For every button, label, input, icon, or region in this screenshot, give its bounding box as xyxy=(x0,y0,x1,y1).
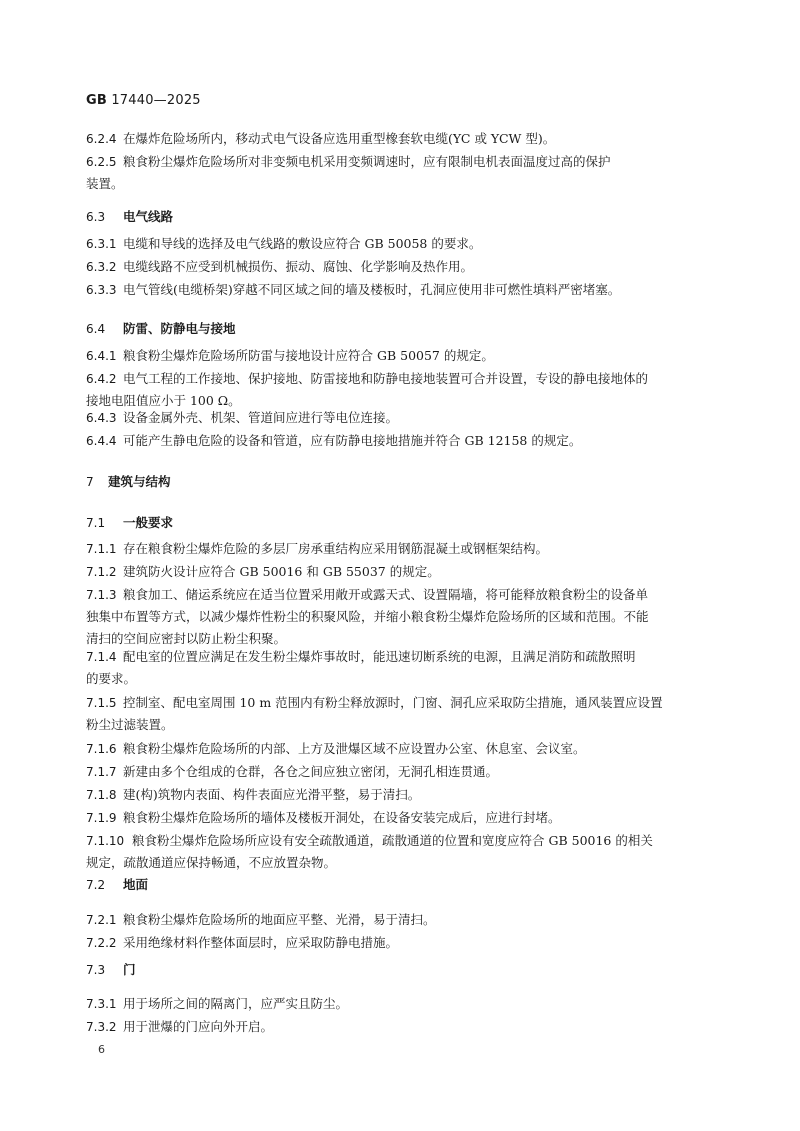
heading-text: 地面 xyxy=(123,877,149,892)
clause-line xyxy=(86,236,481,252)
clause-line xyxy=(86,741,586,757)
clause-number: 7.2.2 xyxy=(86,936,117,950)
clause-text: 粮食加工、储运系统应在适当位置采用敞开或露天式、设置隔墙，将可能释放粮食粉尘的设备单 xyxy=(123,587,649,602)
clause-number: 7.1 xyxy=(86,516,106,530)
clause-number: 7 xyxy=(86,475,94,489)
clause-line xyxy=(86,787,420,803)
clause-text: 新建由多个仓组成的仓群，各仓之间应独立密闭，无洞孔相连贯通。 xyxy=(123,764,499,779)
clause-continuation: 装置。 xyxy=(86,176,124,191)
standard-code-header xyxy=(86,93,201,108)
clause-text: 电气管线(电缆桥架)穿越不同区域之间的墙及楼板时，孔洞应使用非可燃性填料严密堵塞。 xyxy=(123,282,621,297)
clause-number: 7.3 xyxy=(86,963,106,977)
clause-number: 6.4.3 xyxy=(86,411,117,425)
clause-line xyxy=(86,282,620,298)
clause-line xyxy=(86,935,398,951)
clause-text: 在爆炸危险场所内，移动式电气设备应选用重型橡套软电缆(YC 或 YCW 型)。 xyxy=(123,131,556,146)
clause-number: 7.1.10 xyxy=(86,834,125,848)
clause-line xyxy=(86,433,581,449)
clause-text: 配电室的位置应满足在发生粉尘爆炸事故时，能迅速切断系统的电源，且满足消防和疏散照明 xyxy=(123,649,636,664)
clause-line xyxy=(86,649,636,665)
clause-continuation: 粉尘过滤装置。 xyxy=(86,717,174,732)
heading-text: 一般要求 xyxy=(123,515,174,530)
heading-text: 建筑与结构 xyxy=(108,474,171,489)
standard-prefix: GB xyxy=(86,93,107,108)
clause-line xyxy=(86,259,473,275)
clause-continuation: 清扫的空间应密封以防止粉尘积聚。 xyxy=(86,631,287,646)
clause-line xyxy=(86,587,648,603)
clause-number: 7.2.1 xyxy=(86,913,117,927)
clause-continuation: 规定，疏散通道应保持畅通，不应放置杂物。 xyxy=(86,855,337,870)
clause-line xyxy=(86,564,440,580)
clause-number: 7.1.1 xyxy=(86,542,117,556)
standard-number: 17440—2025 xyxy=(111,93,201,108)
clause-text: 可能产生静电危险的设备和管道，应有防静电接地措施并符合 GB 12158 的规定。 xyxy=(123,433,582,448)
section-heading xyxy=(86,962,136,978)
clause-text: 粮食粉尘爆炸危险场所的地面应平整、光滑，易于清扫。 xyxy=(123,912,436,927)
clause-number: 7.2 xyxy=(86,878,106,892)
clause-line xyxy=(86,695,663,711)
clause-number: 6.3.1 xyxy=(86,237,117,251)
clause-line xyxy=(86,131,555,147)
clause-text: 采用绝缘材料作整体面层时，应采取防静电措施。 xyxy=(123,935,399,950)
clause-line xyxy=(86,541,548,557)
clause-number: 7.1.7 xyxy=(86,765,117,779)
clause-text: 粮食粉尘爆炸危险场所对非变频电机采用变频调速时，应有限制电机表面温度过高的保护 xyxy=(123,154,611,169)
clause-text: 控制室、配电室周围 10 m 范围内有粉尘释放源时，门窗、洞孔应采取防尘措施，通风装置应设置 xyxy=(123,695,663,710)
clause-number: 6.4.2 xyxy=(86,372,117,386)
clause-number: 7.1.2 xyxy=(86,565,117,579)
section-heading xyxy=(86,321,236,337)
clause-continuation: 的要求。 xyxy=(86,671,137,686)
clause-text: 电气工程的工作接地、保护接地、防雷接地和防静电接地装置可合并设置，专设的静电接地体的 xyxy=(123,371,649,386)
section-heading xyxy=(86,209,173,225)
clause-line xyxy=(86,912,436,928)
section-heading xyxy=(86,877,148,893)
clause-text: 建(构)筑物内表面、构件表面应光滑平整，易于清扫。 xyxy=(123,787,421,802)
clause-number: 7.1.6 xyxy=(86,742,117,756)
clause-number: 7.3.2 xyxy=(86,1020,117,1034)
clause-text: 建筑防火设计应符合 GB 50016 和 GB 55037 的规定。 xyxy=(123,564,440,579)
clause-text: 粮食粉尘爆炸危险场所的墙体及楼板开洞处，在设备安装完成后，应进行封堵。 xyxy=(123,810,561,825)
clause-text: 粮食粉尘爆炸危险场所的内部、上方及泄爆区域不应设置办公室、休息室、会议室。 xyxy=(123,741,586,756)
clause-number: 6.2.4 xyxy=(86,132,117,146)
clause-number: 7.1.4 xyxy=(86,650,117,664)
clause-text: 设备金属外壳、机架、管道间应进行等电位连接。 xyxy=(123,410,399,425)
clause-line xyxy=(86,410,398,426)
clause-line xyxy=(86,348,494,364)
clause-number: 6.3.3 xyxy=(86,283,117,297)
clause-text: 电缆线路不应受到机械损伤、振动、腐蚀、化学影响及热作用。 xyxy=(123,259,474,274)
clause-line xyxy=(86,833,653,849)
clause-number: 6.4.1 xyxy=(86,349,117,363)
clause-number: 6.4.4 xyxy=(86,434,117,448)
clause-line xyxy=(86,154,611,170)
page-number: 6 xyxy=(98,1043,105,1056)
clause-number: 7.1.3 xyxy=(86,588,117,602)
clause-number: 7.1.9 xyxy=(86,811,117,825)
clause-number: 6.3 xyxy=(86,210,106,224)
chapter-heading xyxy=(86,474,171,490)
clause-line xyxy=(86,996,348,1012)
clause-continuation: 接地电阻值应小于 100 Ω。 xyxy=(86,393,241,408)
clause-line xyxy=(86,1019,273,1035)
clause-line xyxy=(86,764,498,780)
clause-number: 7.1.8 xyxy=(86,788,117,802)
clause-number: 6.3.2 xyxy=(86,260,117,274)
clause-text: 粮食粉尘爆炸危险场所应设有安全疏散通道，疏散通道的位置和宽度应符合 GB 50016 的相关 xyxy=(132,833,653,848)
heading-text: 防雷、防静电与接地 xyxy=(123,321,236,336)
clause-line xyxy=(86,810,561,826)
heading-text: 电气线路 xyxy=(123,209,174,224)
clause-number: 7.1.5 xyxy=(86,696,117,710)
clause-text: 用于场所之间的隔离门，应严实且防尘。 xyxy=(123,996,349,1011)
clause-number: 6.2.5 xyxy=(86,155,117,169)
heading-text: 门 xyxy=(123,962,136,977)
clause-text: 用于泄爆的门应向外开启。 xyxy=(123,1019,274,1034)
clause-continuation: 独集中布置等方式，以减少爆炸性粉尘的积聚风险，并缩小粮食粉尘爆炸危险场所的区域和范围。不能 xyxy=(86,609,649,624)
clause-number: 7.3.1 xyxy=(86,997,117,1011)
clause-number: 6.4 xyxy=(86,322,106,336)
clause-line xyxy=(86,371,648,387)
clause-text: 存在粮食粉尘爆炸危险的多层厂房承重结构应采用钢筋混凝土或钢框架结构。 xyxy=(123,541,549,556)
clause-text: 粮食粉尘爆炸危险场所防雷与接地设计应符合 GB 50057 的规定。 xyxy=(123,348,494,363)
clause-text: 电缆和导线的选择及电气线路的敷设应符合 GB 50058 的要求。 xyxy=(123,236,482,251)
section-heading xyxy=(86,515,173,531)
